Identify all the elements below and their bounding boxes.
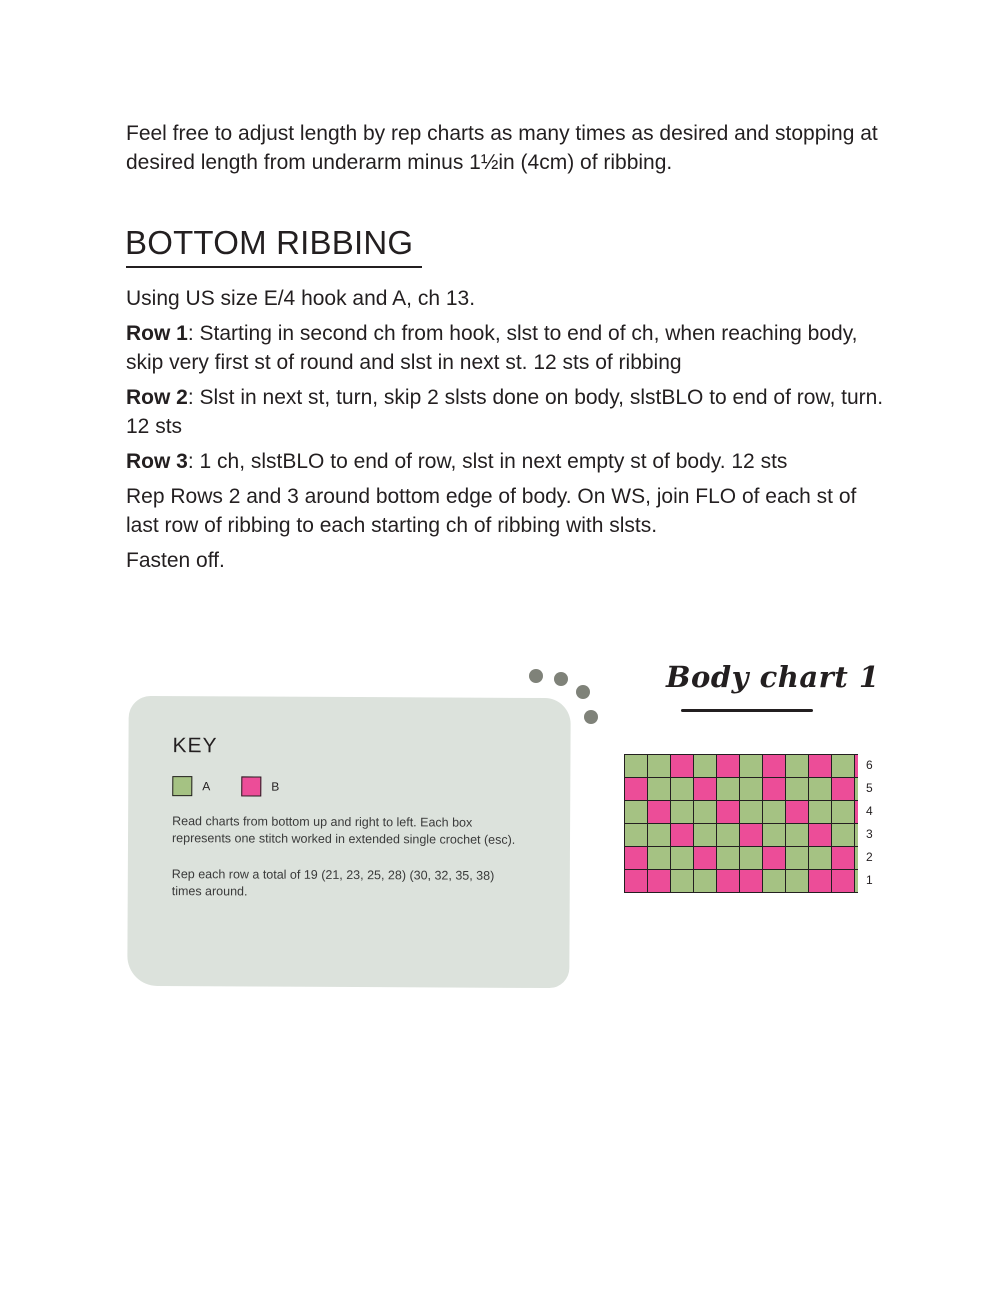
chart-cell-b — [740, 870, 763, 893]
row-3-instruction — [126, 447, 886, 476]
row-number-1: 1 — [866, 873, 873, 887]
color-b-label: B — [271, 779, 280, 794]
chart-cell-b — [625, 778, 648, 801]
chart-cell-b — [763, 847, 786, 870]
color-a-swatch — [172, 776, 192, 796]
chart-cell-b — [694, 847, 717, 870]
chart-cell-a — [786, 847, 809, 870]
row-2-text: : Slst in next st, turn, skip 2 slsts done on body, slstBLO to end of row, turn. 12 sts — [126, 386, 884, 438]
chart-cell-a — [786, 778, 809, 801]
chart-cell-b — [625, 847, 648, 870]
row-2-instruction — [126, 383, 886, 441]
setup-text: Using US size E/4 hook and A, ch 13. — [126, 287, 476, 310]
chart-cell-b — [763, 778, 786, 801]
chart-cell-a — [648, 847, 671, 870]
chart-cell-a — [740, 778, 763, 801]
chart-cell-a — [740, 755, 763, 778]
finish-text: Fasten off. — [126, 549, 225, 572]
chart-cell-b — [809, 755, 832, 778]
key-title: KEY — [172, 734, 218, 758]
chart-cell-b — [855, 755, 859, 778]
intro-paragraph — [126, 119, 886, 177]
chart-cell-a — [717, 847, 740, 870]
chart-cell-a — [671, 801, 694, 824]
chart-cell-a — [855, 870, 859, 893]
decorative-dot — [554, 672, 568, 686]
row-number-5: 5 — [866, 781, 873, 795]
chart-cell-a — [809, 778, 832, 801]
chart-cell-a — [740, 847, 763, 870]
chart-cell-b — [717, 801, 740, 824]
chart-cell-b — [809, 824, 832, 847]
chart-cell-a — [717, 778, 740, 801]
chart-cell-b — [740, 824, 763, 847]
chart-cell-a — [694, 755, 717, 778]
key-reading-instructions: Read charts from bottom up and right to left. Each box represents one stitch worked in extended single crochet (esc). — [171, 814, 516, 847]
chart-cell-a — [832, 824, 855, 847]
chart-cell-a — [717, 824, 740, 847]
intro-text: Feel free to adjust length by rep charts as many times as desired and stopping at desired length from underarm minus 1½in (4cm) of ribbing. — [126, 122, 878, 174]
row-number-3: 3 — [866, 827, 873, 841]
chart-cell-a — [809, 847, 832, 870]
chart-cell-a — [763, 824, 786, 847]
chart-cell-a — [832, 755, 855, 778]
chart-cell-b — [763, 755, 786, 778]
chart-cell-a — [648, 824, 671, 847]
chart-cell-a — [671, 847, 694, 870]
chart-cell-b — [671, 824, 694, 847]
chart-title: Body chart 1 — [666, 660, 880, 694]
chart-cell-a — [625, 824, 648, 847]
title-underline — [126, 266, 422, 268]
row-number-2: 2 — [866, 850, 873, 864]
chart-cell-b — [671, 755, 694, 778]
chart-cell-b — [809, 870, 832, 893]
repeat-text: Rep Rows 2 and 3 around bottom edge of body. On WS, join FLO of each st of last row of ribbing to each starting ch of ribbing with slsts. — [126, 485, 857, 537]
chart-cell-b — [717, 755, 740, 778]
chart-cell-a — [740, 801, 763, 824]
chart-cell-a — [694, 870, 717, 893]
chart-cell-a — [786, 870, 809, 893]
chart-cell-b — [694, 778, 717, 801]
chart-cell-a — [809, 801, 832, 824]
decorative-dot — [584, 710, 598, 724]
row-3-label: Row 3 — [126, 450, 188, 473]
decorative-dot — [576, 685, 590, 699]
section-title: BOTTOM RIBBING — [125, 224, 414, 261]
chart-cell-b — [832, 847, 855, 870]
chart-title-underline — [681, 709, 813, 712]
decorative-dot — [529, 669, 543, 683]
row-2-label: Row 2 — [126, 386, 188, 409]
chart-cell-a — [671, 870, 694, 893]
chart-cell-a — [648, 755, 671, 778]
chart-cell-a — [694, 801, 717, 824]
chart-cell-a — [648, 778, 671, 801]
chart-cell-a — [786, 755, 809, 778]
row-1-text: : Starting in second ch from hook, slst to end of ch, when reaching body, skip very first st of round and slst in next st. 12 sts of ribbing — [126, 322, 858, 374]
chart-cell-a — [855, 778, 859, 801]
row-3-text: : 1 ch, slstBLO to end of row, slst in next empty st of body. 12 sts — [187, 450, 788, 473]
chart-cell-a — [694, 824, 717, 847]
chart-cell-b — [855, 801, 859, 824]
instructions — [126, 284, 886, 581]
chart-cell-a — [763, 870, 786, 893]
chart-cell-b — [717, 870, 740, 893]
chart-cell-b — [786, 801, 809, 824]
body-chart-grid — [624, 754, 858, 894]
chart-cell-a — [671, 778, 694, 801]
chart-cell-a — [625, 755, 648, 778]
chart-cell-b — [648, 870, 671, 893]
color-b-swatch — [241, 776, 261, 796]
row-1-instruction — [126, 319, 886, 377]
row-number-6: 6 — [866, 758, 873, 772]
chart-cell-a — [763, 801, 786, 824]
chart-cell-a — [625, 801, 648, 824]
chart-cell-b — [625, 870, 648, 893]
chart-cell-b — [832, 870, 855, 893]
chart-cell-a — [786, 824, 809, 847]
key-panel — [127, 696, 571, 988]
chart-cell-a — [832, 801, 855, 824]
chart-cell-b — [648, 801, 671, 824]
chart-cell-a — [855, 847, 859, 870]
key-repeat-instructions: Rep each row a total of 19 (21, 23, 25, 28) (30, 32, 35, 38) times around. — [171, 867, 495, 898]
color-a-label: A — [202, 779, 211, 794]
chart-cell-a — [855, 824, 859, 847]
row-number-4: 4 — [866, 804, 873, 818]
chart-cell-b — [832, 778, 855, 801]
row-1-label: Row 1 — [126, 322, 188, 345]
